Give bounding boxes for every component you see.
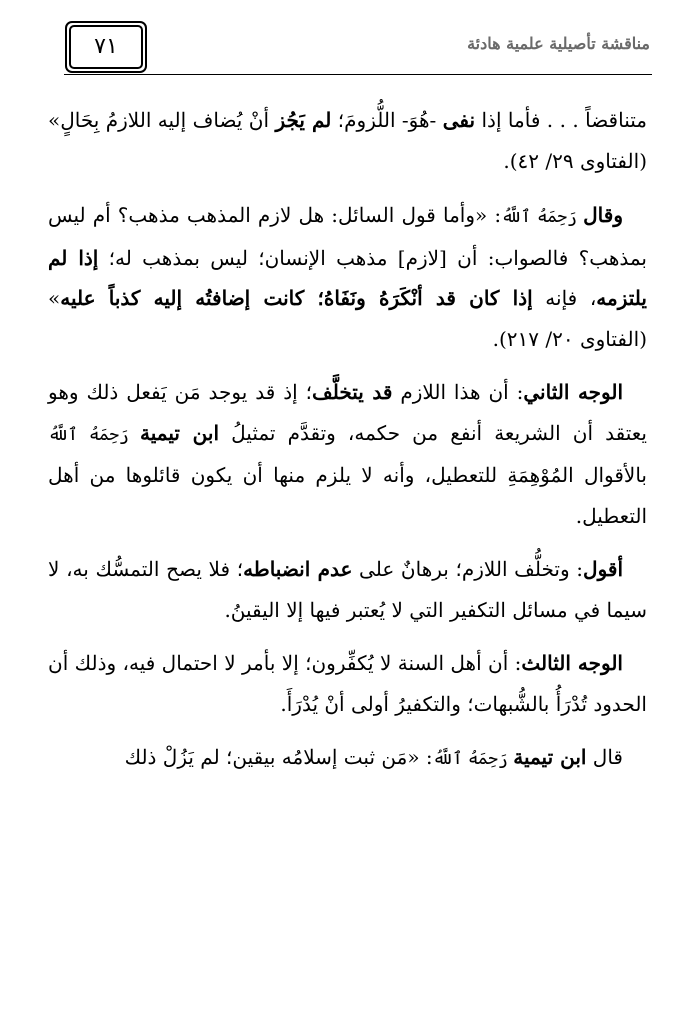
text-run: : «مَن ثبت إسلامُه بيقين؛ لم يَزُلْ ذلك <box>124 745 433 769</box>
honorific-phrase: رَحِمَهُ ٱللَّهُ <box>432 749 514 769</box>
page-number-box <box>69 25 143 69</box>
running-head: مناقشة تأصيلية علمية هادئة <box>467 34 650 53</box>
paragraph <box>48 195 647 359</box>
bold-phrase: إذا كان قد أنْكَرَهُ ونَفَاهُ؛ كانت إضافتُه إليه كذباً عليه <box>60 286 533 310</box>
text-run: » (الفتاوى ٢٠/ ٢١٧). <box>48 286 647 351</box>
text-run: : أن هذا اللازم <box>392 380 524 404</box>
bold-phrase: عدم انضباطه <box>243 557 353 581</box>
bold-phrase: نفى <box>442 108 476 132</box>
bold-phrase: الوجه الثالث <box>521 651 623 675</box>
bold-phrase: لم يَجُز <box>275 108 332 132</box>
paragraph <box>48 643 647 724</box>
page-header <box>64 20 652 82</box>
text-run: -هُوَ- اللُّزومَ؛ <box>331 108 443 132</box>
paragraph <box>48 737 647 780</box>
bold-phrase: الوجه الثاني <box>523 380 624 404</box>
text-run: ؛ فلا يصح التمسُّك به، لا سيما في مسائل التكفير التي لا يُعتبر فيها إلا اليقينُ. <box>48 557 647 622</box>
text-run: ؛ إذ قد يوجد مَن يَفعل ذلك وهو يعتقد أن الشريعة أنفع من حكمه، وتقدَّم تمثيلُ <box>48 380 647 445</box>
text-run: متناقضاً . . . فأما إذا <box>475 108 647 132</box>
bold-phrase: ابن تيمية <box>513 745 587 769</box>
bold-phrase: قد يتخلَّف <box>312 380 393 404</box>
honorific-phrase: رَحِمَهُ ٱللَّهُ <box>501 207 584 227</box>
text-run: قال <box>586 745 623 769</box>
paragraph <box>48 372 647 536</box>
bold-phrase: ابن تيمية <box>140 420 220 445</box>
paragraph <box>48 549 647 630</box>
text-run: : وتخلُّف اللازم؛ برهانٌ على <box>352 557 584 581</box>
body-text <box>48 100 647 793</box>
paragraph <box>48 100 647 181</box>
bold-phrase: أقول <box>583 557 624 581</box>
header-rule <box>64 74 652 75</box>
text-run: : أن أهل السنة لا يُكفِّرون؛ إلا بأمر لا احتمال فيه، وذلك أن الحدود تُدْرَأُ بالشُّبهات؛ والتكفيرُ أولى أنْ يُدْرَأَ. <box>48 651 647 716</box>
text-run: أنْ يُضاف إليه اللازمُ بِحَالٍ» (الفتاوى ٢٩/ ٤٢). <box>48 108 647 173</box>
text-run: بالأقوال المُوْهِمَةِ للتعطيل، وأنه لا يلزم منها أن يكون قائلوها من أهل التعطيل. <box>48 463 647 528</box>
page-number: ٧١ <box>94 34 118 59</box>
text-run: : «وأما قول السائل: هل لازم المذهب مذهب؟ أم ليس بمذهب؟ فالصواب: أن [لازم] مذهب الإنسان؛ ليس بمذهب له؛ <box>48 203 648 270</box>
text-run: ، فإنه <box>532 286 597 310</box>
bold-phrase: إذا لم يلتزمه <box>48 245 647 310</box>
honorific-phrase: رَحِمَهُ ٱللَّهُ <box>48 424 141 445</box>
bold-phrase: وقال <box>583 203 623 227</box>
